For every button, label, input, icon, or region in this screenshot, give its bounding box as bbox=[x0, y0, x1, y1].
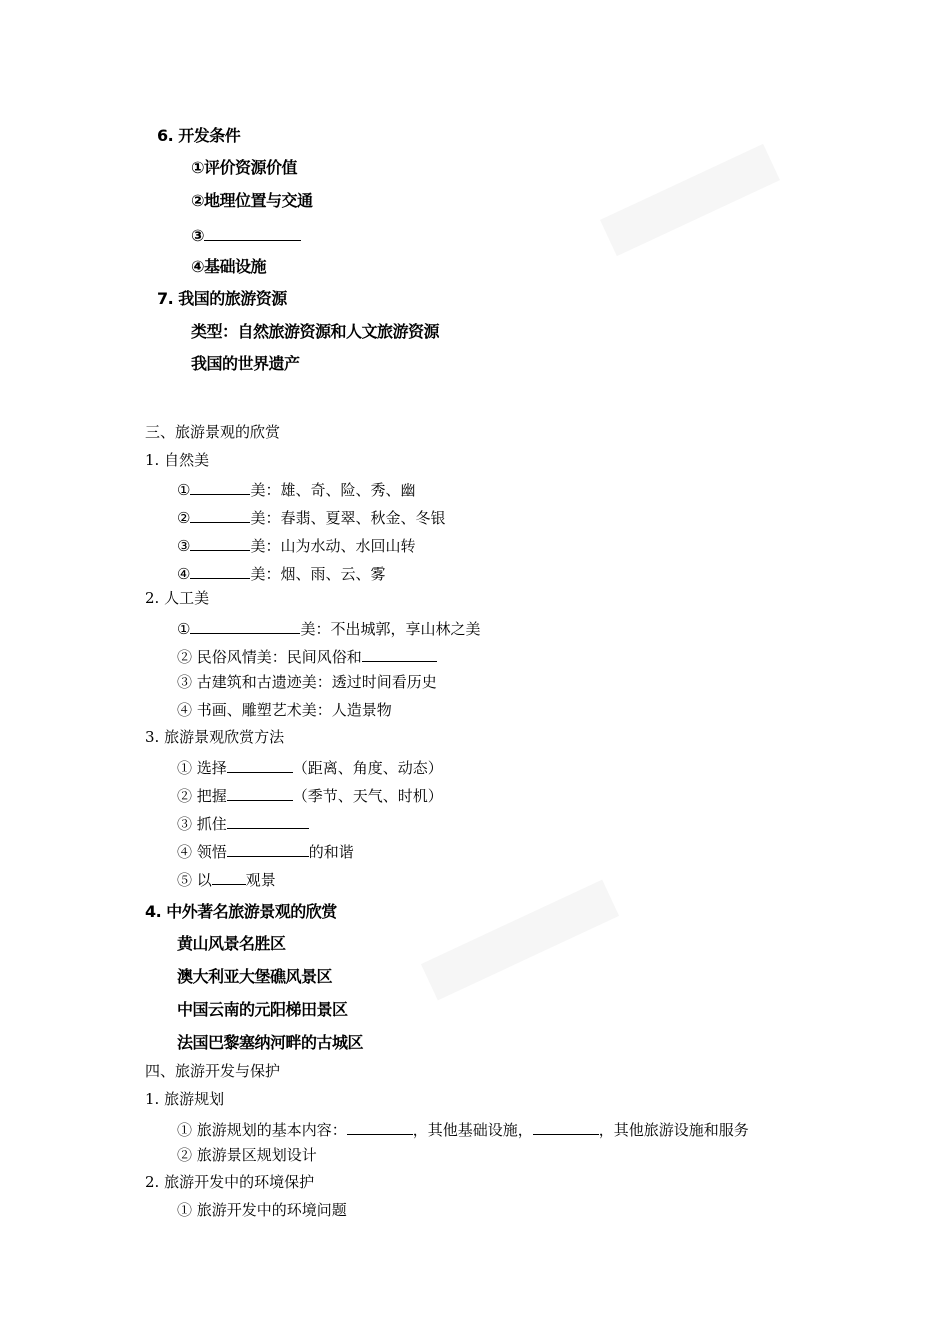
blank-line bbox=[212, 870, 246, 885]
item-prefix: ⑤ 以 bbox=[177, 871, 212, 889]
blank-line bbox=[347, 1120, 413, 1135]
list-item: ①评价资源价值 bbox=[191, 158, 298, 177]
section-heading-dev-conditions: 6. 开发条件 bbox=[157, 126, 241, 145]
blank-line bbox=[190, 619, 300, 634]
list-item: ②地理位置与交通 bbox=[191, 191, 313, 210]
part-title-appreciation: 三、旅游景观的欣赏 bbox=[145, 423, 281, 441]
item-suffix: 美：不出城郭，享山林之美 bbox=[300, 620, 481, 638]
item-prefix: ④ bbox=[177, 565, 191, 583]
list-item-with-blank bbox=[177, 786, 443, 804]
blank-line bbox=[533, 1120, 599, 1135]
item-suffix: 美：春翡、夏翠、秋金、冬银 bbox=[250, 509, 446, 527]
item-suffix: （季节、天气、时机） bbox=[292, 787, 443, 805]
part-title-development: 四、旅游开发与保护 bbox=[145, 1062, 281, 1080]
item-suffix: 观景 bbox=[245, 871, 276, 889]
item-suffix: 美：山为水动、水回山转 bbox=[250, 537, 416, 555]
list-item: 法国巴黎塞纳河畔的古城区 bbox=[177, 1033, 364, 1052]
sub-heading-artificial-beauty: 2. 人工美 bbox=[145, 589, 210, 607]
item-prefix: ③ bbox=[177, 537, 191, 555]
list-item-with-blank bbox=[177, 1120, 749, 1138]
item-suffix: （距离、角度、动态） bbox=[292, 759, 443, 777]
sub-heading-planning: 1. 旅游规划 bbox=[145, 1090, 225, 1108]
sub-heading-env-protection: 2. 旅游开发中的环境保护 bbox=[145, 1173, 315, 1191]
section-heading-china-resources: 7. 我国的旅游资源 bbox=[157, 289, 287, 308]
list-item-with-blank bbox=[177, 480, 415, 498]
list-item-with-blank bbox=[177, 870, 276, 888]
blank-line bbox=[190, 564, 250, 579]
list-item-with-blank bbox=[177, 536, 415, 554]
list-item-with-blank bbox=[177, 842, 354, 860]
item-prefix: ② 把握 bbox=[177, 787, 227, 805]
blank-line bbox=[190, 508, 250, 523]
list-item: ① 旅游开发中的环境问题 bbox=[177, 1201, 347, 1219]
list-item: ③ 古建筑和古遗迹美：透过时间看历史 bbox=[177, 673, 437, 691]
blank-line bbox=[227, 814, 309, 829]
list-item-with-blank bbox=[177, 564, 385, 582]
item-suffix: ，其他旅游设施和服务 bbox=[598, 1121, 749, 1139]
list-item-with-blank bbox=[191, 226, 301, 244]
sub-heading-appreciation-method: 3. 旅游景观欣赏方法 bbox=[145, 728, 285, 746]
item-mid: ，其他基础设施， bbox=[412, 1121, 533, 1139]
list-item-with-blank bbox=[177, 814, 309, 832]
list-item-with-blank bbox=[177, 619, 480, 637]
list-item: ④基础设施 bbox=[191, 257, 267, 276]
list-item-with-blank bbox=[177, 758, 443, 776]
list-item-with-blank bbox=[177, 647, 437, 665]
item-prefix: ② bbox=[177, 509, 191, 527]
blank-line bbox=[362, 647, 437, 662]
blank-line bbox=[227, 786, 293, 801]
item-suffix: 美：雄、奇、险、秀、幽 bbox=[250, 481, 416, 499]
item-suffix: 美：烟、雨、云、雾 bbox=[250, 565, 386, 583]
list-item: 我国的世界遗产 bbox=[191, 354, 300, 373]
item-prefix: ③ bbox=[191, 226, 205, 245]
item-prefix: ② 民俗风情美：民间风俗和 bbox=[177, 648, 362, 666]
sub-heading-famous-landscapes: 4. 中外著名旅游景观的欣赏 bbox=[145, 902, 337, 921]
watermark-mark bbox=[421, 880, 619, 1001]
list-item: ② 旅游景区规划设计 bbox=[177, 1146, 317, 1164]
item-prefix: ④ 领悟 bbox=[177, 843, 227, 861]
blank-line bbox=[190, 480, 250, 495]
item-prefix: ① 选择 bbox=[177, 759, 227, 777]
blank-line bbox=[227, 758, 293, 773]
sub-heading-natural-beauty: 1. 自然美 bbox=[145, 451, 210, 469]
item-prefix: ① bbox=[177, 481, 191, 499]
watermark-mark bbox=[600, 144, 780, 256]
list-item: ④ 书画、雕塑艺术美：人造景物 bbox=[177, 701, 392, 719]
list-item: 澳大利亚大堡礁风景区 bbox=[177, 967, 333, 986]
item-prefix: ③ 抓住 bbox=[177, 815, 227, 833]
blank-line bbox=[227, 842, 309, 857]
blank-line bbox=[204, 226, 301, 241]
list-item: 类型：自然旅游资源和人文旅游资源 bbox=[191, 322, 440, 341]
list-item-with-blank bbox=[177, 508, 445, 526]
blank-line bbox=[190, 536, 250, 551]
item-suffix: 的和谐 bbox=[308, 843, 354, 861]
item-prefix: ① bbox=[177, 620, 191, 638]
list-item: 中国云南的元阳梯田景区 bbox=[177, 1000, 348, 1019]
list-item: 黄山风景名胜区 bbox=[177, 934, 286, 953]
item-prefix: ① 旅游规划的基本内容： bbox=[177, 1121, 347, 1139]
